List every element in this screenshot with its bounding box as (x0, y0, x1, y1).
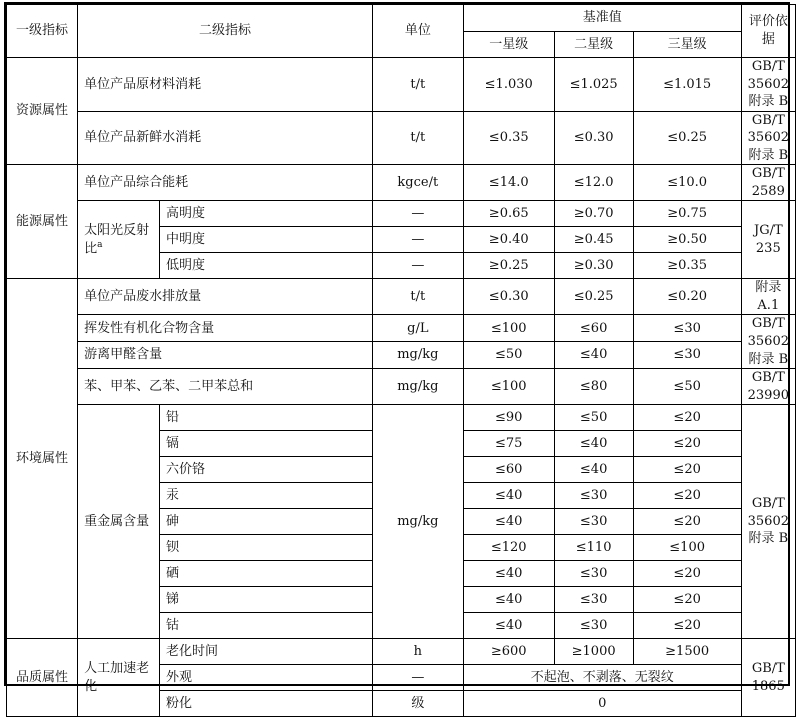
indicator-name: 游离甲醛含量 (78, 342, 373, 369)
star3-value: ≤20 (633, 587, 741, 613)
star3-value: ≤20 (633, 509, 741, 535)
unit-cell: — (372, 253, 463, 279)
header-baseline: 基准值 (463, 5, 741, 32)
unit-cell: h (372, 639, 463, 665)
indicator-name: 单位产品综合能耗 (78, 165, 373, 201)
star1-value: ≥0.65 (463, 201, 554, 227)
star1-value: ≤120 (463, 535, 554, 561)
star2-value: ≤80 (554, 369, 633, 405)
indicator-name: 粉化 (160, 691, 373, 717)
star2-value: ≤60 (554, 315, 633, 342)
unit-cell: — (372, 665, 463, 691)
star1-value: ≤1.030 (463, 58, 554, 112)
star2-value: ≥0.70 (554, 201, 633, 227)
basis-cell: 附录 A.1 (741, 279, 795, 315)
star2-value: ≤40 (554, 342, 633, 369)
header-level1: 一级指标 (7, 5, 78, 58)
star2-value: ≤0.30 (554, 111, 633, 165)
star1-value: ≤0.35 (463, 111, 554, 165)
metal-name: 锑 (160, 587, 373, 613)
metal-name: 六价铬 (160, 457, 373, 483)
indicator-name: 单位产品原材料消耗 (78, 58, 373, 112)
star3-value: ≤20 (633, 483, 741, 509)
indicator-name: 挥发性有机化合物含量 (78, 315, 373, 342)
indicator-name: 单位产品新鲜水消耗 (78, 111, 373, 165)
header-star3: 三星级 (633, 32, 741, 58)
star3-value: ≤30 (633, 342, 741, 369)
star2-value: ≥0.30 (554, 253, 633, 279)
basis-cell: GB/T 23990 (741, 369, 795, 405)
basis-cell: GB/T 35602 附录 B (741, 58, 795, 112)
unit-cell: t/t (372, 279, 463, 315)
metal-name: 铅 (160, 405, 373, 431)
header-level2: 二级指标 (78, 5, 373, 58)
indicator-name: 苯、甲苯、乙苯、二甲苯总和 (78, 369, 373, 405)
star2-value: ≤30 (554, 509, 633, 535)
star3-value: ≤20 (633, 457, 741, 483)
star1-value: ≤90 (463, 405, 554, 431)
star2-value: ≤0.25 (554, 279, 633, 315)
star1-value: ≤100 (463, 315, 554, 342)
star3-value: ≤20 (633, 431, 741, 457)
header-unit: 单位 (372, 5, 463, 58)
basis-cell: GB/T 35602 附录 B (741, 315, 795, 369)
star1-value: ≥0.40 (463, 227, 554, 253)
category-energy: 能源属性 (7, 165, 78, 279)
solar-reflectance-group: 太阳光反射比$^a$ (78, 201, 160, 279)
star2-value: ≤50 (554, 405, 633, 431)
star2-value: ≤40 (554, 431, 633, 457)
basis-cell: JG/T 235 (741, 201, 795, 279)
indicator-name: 单位产品废水排放量 (78, 279, 373, 315)
indicator-name: 外观 (160, 665, 373, 691)
star3-value: ≤1.015 (633, 58, 741, 112)
star2-value: ≤110 (554, 535, 633, 561)
unit-cell: kgce/t (372, 165, 463, 201)
metal-name: 硒 (160, 561, 373, 587)
star3-value: ≥0.50 (633, 227, 741, 253)
star1-value: ≤40 (463, 509, 554, 535)
category-environment: 环境属性 (7, 279, 78, 639)
basis-cell: GB/T 1865 (741, 639, 795, 717)
header-star2: 二星级 (554, 32, 633, 58)
header-basis: 评价依据 (741, 5, 795, 58)
star1-value: ≤100 (463, 369, 554, 405)
evaluation-table (6, 4, 796, 717)
unit-cell: g/L (372, 315, 463, 342)
unit-cell: t/t (372, 58, 463, 112)
star3-value: ≤0.25 (633, 111, 741, 165)
merged-value: 不起泡、不剥落、无裂纹 (463, 665, 741, 691)
unit-cell: — (372, 227, 463, 253)
unit-cell: 级 (372, 691, 463, 717)
star3-value: ≥1500 (633, 639, 741, 665)
star3-value: ≤20 (633, 405, 741, 431)
star1-value: ≤50 (463, 342, 554, 369)
star3-value: ≤100 (633, 535, 741, 561)
star3-value: ≤20 (633, 613, 741, 639)
metal-name: 砷 (160, 509, 373, 535)
star3-value: ≤10.0 (633, 165, 741, 201)
star1-value: ≤75 (463, 431, 554, 457)
category-quality: 品质属性 (7, 639, 78, 717)
basis-cell: GB/T 2589 (741, 165, 795, 201)
star2-value: ≥1000 (554, 639, 633, 665)
basis-cell: GB/T 35602 附录 B (741, 111, 795, 165)
star1-value: ≥0.25 (463, 253, 554, 279)
category-resource: 资源属性 (7, 58, 78, 165)
indicator-name: 中明度 (160, 227, 373, 253)
indicator-name: 老化时间 (160, 639, 373, 665)
unit-cell: mg/kg (372, 342, 463, 369)
indicator-name: 低明度 (160, 253, 373, 279)
star1-value: ≤0.30 (463, 279, 554, 315)
metal-name: 镉 (160, 431, 373, 457)
unit-cell: t/t (372, 111, 463, 165)
star1-value: ≤40 (463, 561, 554, 587)
star3-value: ≤50 (633, 369, 741, 405)
star2-value: ≥0.45 (554, 227, 633, 253)
star2-value: ≤12.0 (554, 165, 633, 201)
star2-value: ≤30 (554, 613, 633, 639)
star1-value: ≥600 (463, 639, 554, 665)
unit-cell: — (372, 201, 463, 227)
star2-value: ≤30 (554, 483, 633, 509)
star1-value: ≤14.0 (463, 165, 554, 201)
metal-name: 汞 (160, 483, 373, 509)
merged-value: 0 (463, 691, 741, 717)
star3-value: ≥0.35 (633, 253, 741, 279)
aging-group: 人工加速老化 (78, 639, 160, 717)
star2-value: ≤30 (554, 587, 633, 613)
metal-name: 钡 (160, 535, 373, 561)
metal-name: 钴 (160, 613, 373, 639)
star1-value: ≤40 (463, 587, 554, 613)
star3-value: ≤20 (633, 561, 741, 587)
star3-value: ≤30 (633, 315, 741, 342)
star1-value: ≤40 (463, 483, 554, 509)
star2-value: ≤40 (554, 457, 633, 483)
header-star1: 一星级 (463, 32, 554, 58)
unit-cell: mg/kg (372, 405, 463, 639)
star2-value: ≤30 (554, 561, 633, 587)
basis-cell: GB/T 35602 附录 B (741, 405, 795, 639)
indicator-name: 高明度 (160, 201, 373, 227)
unit-cell: mg/kg (372, 369, 463, 405)
star1-value: ≤40 (463, 613, 554, 639)
star3-value: ≥0.75 (633, 201, 741, 227)
star3-value: ≤0.20 (633, 279, 741, 315)
star2-value: ≤1.025 (554, 58, 633, 112)
heavy-metal-group: 重金属含量 (78, 405, 160, 639)
star1-value: ≤60 (463, 457, 554, 483)
